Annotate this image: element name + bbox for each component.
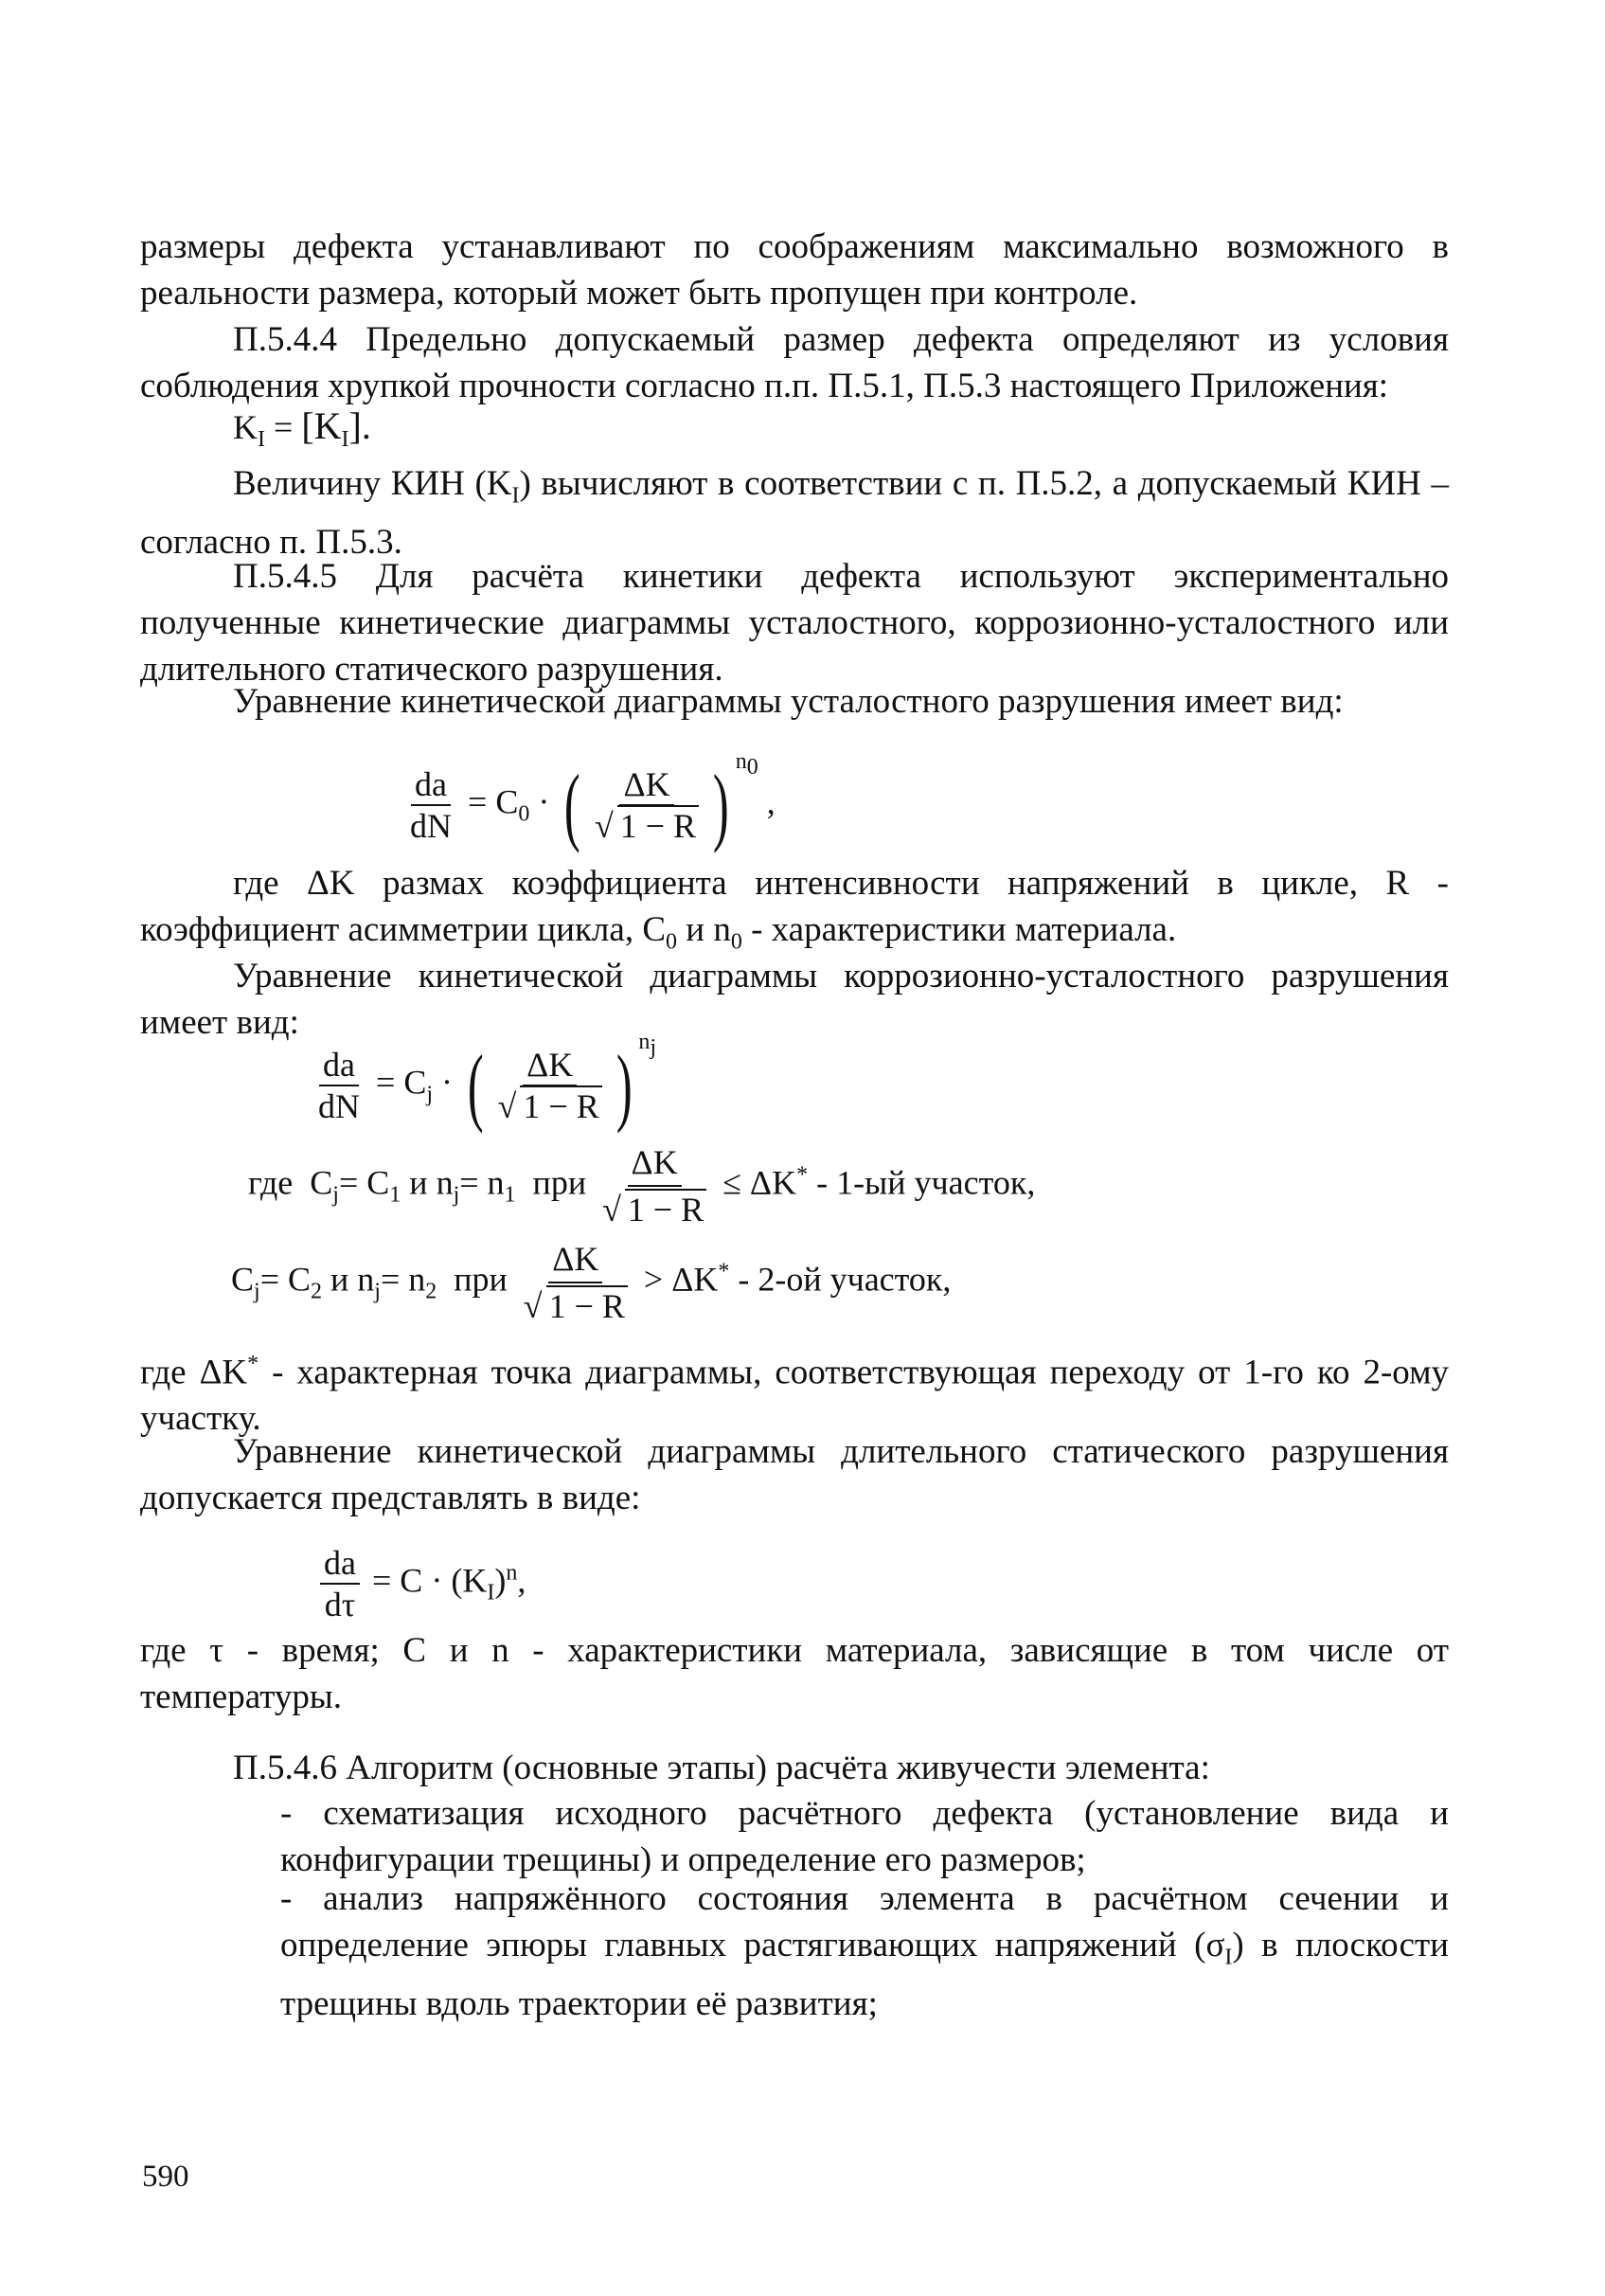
paragraph-where-deltaK: где ΔK размах коэффициента интенсивности напряжений в цикле, R - коэффициент асимметрии цикла, $C_0$ и $n_0$ - характеристики материала. [140,864,1449,955]
paragraph-5-4-5: П.5.4.5 Для расчёта кинетики дефекта используют экспериментально полученные кинетические диаграммы усталостного, коррозионно-усталостного или длительного статического разрушения. [140,557,1449,689]
list-item-stress-analysis: - анализ напряжённого состояния элемента в расчётном сечении и определение эпюры главных растягивающих напряжений $(\sigma_I)$ в плоскости трещины вдоль траектории её развития; [280,1879,1449,2024]
paragraph-corrosion-equation-intro: Уравнение кинетической диаграммы коррозионно-усталостного разрушения имеет вид: [140,957,1449,1042]
paragraph-fatigue-equation-intro: Уравнение кинетической диаграммы усталостного разрушения имеет вид: [233,682,1344,721]
condition-segment-2: $C_j= C_2$ и $n_j= n_2$ при $\frac{\Delta K}{√ 1 - R}$ > ΔK* - 2-ой участок, [231,1240,952,1325]
paragraph-5-4-4: П.5.4.4 Предельно допускаемый размер дефекта определяют из условия соблюдения хрупкой прочности согласно п.п. П.5.1, П.5.3 настоящего Приложения: [140,320,1449,405]
formula-fatigue: $\frac{da}{dN}$ = $C_0$ · ( $\frac{\Delta K}{√ 1 - R}$ ) $^{n_0}$ , [410,749,776,853]
page-number: 590 [142,2160,189,2194]
formula-static: $\frac{da}{d\tau}$ = $C \cdot (K_I)^n$, [316,1546,526,1622]
formula-corrosion-fatigue: $\frac{da}{dN}$ = $C_j$ · ( $\frac{\Delta K}{√ 1 - R}$ ) $^{n_j}$ [318,1030,657,1134]
paragraph-kin-value: Величину КИН $(K_I)$ вычисляют в соответствии с п. П.5.2, а допускаемый КИН – согласно п. П.5.3. [140,464,1449,563]
paragraph-defect-size: размеры дефекта устанавливают по соображениям максимально возможного в реальности размера, который может быть пропущен при контроле. [140,227,1449,313]
paragraph-static-equation-intro: Уравнение кинетической диаграммы длительного статического разрушения допускается представлять в виде: [140,1432,1449,1517]
paragraph-where-deltaK-star: где ΔK* - характерная точка диаграммы, соответствующая переходу от 1-го ко 2-ому участку. [140,1352,1449,1439]
formula-k1-limit: $K_I = [K_I]$. [233,404,371,453]
list-item-schematization: - схематизация исходного расчётного дефекта (установление вида и конфигурации трещины) и определение его размеров; [280,1794,1449,1879]
paragraph-where-tau: где τ - время; С и n - характеристики материала, зависящие в том числе от температуры. [140,1631,1449,1716]
paragraph-5-4-6: П.5.4.6 Алгоритм (основные этапы) расчёта живучести элемента: [233,1749,1210,1787]
condition-segment-1: где $C_j= C_1$ и $n_j= n_1$ при $\frac{\Delta K}{√ 1 - R}$ ≤ ΔK* - 1-ый участок, [248,1143,1036,1229]
